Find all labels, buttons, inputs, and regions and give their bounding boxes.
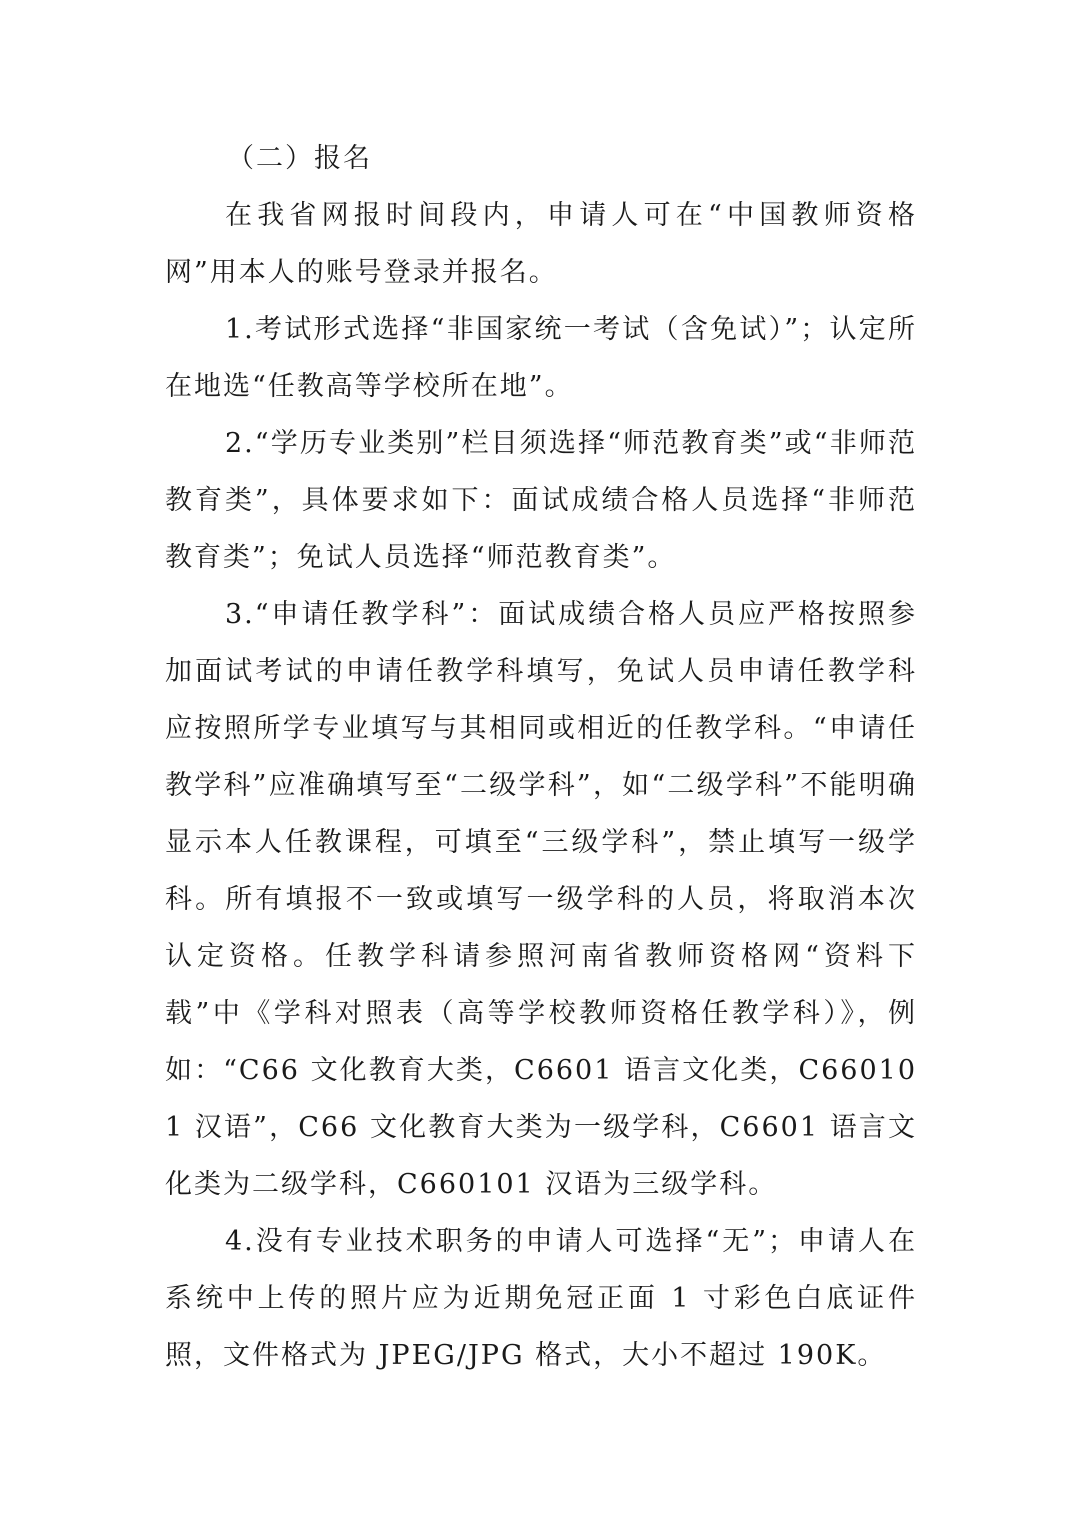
paragraph-item-3: 3.“申请任教学科”：面试成绩合格人员应严格按照参加面试考试的申请任教学科填写，免试人员申请任教学科应按照所学专业填写与其相同或相近的任教学科。“申请任教学科”应准确填写至“二级学科”，如“二级学科”不能明确显示本人任教课程，可填至“三级学科”，禁止填写一级学科。所有填报不一致或填写一级学科的人员，将取消本次认定资格。任教学科请参照河南省教师资格网“资料下载”中《学科对照表（高等学校教师资格任教学科）》，例如：“C66 文化教育大类，C6601 语言文化类，C660101 汉语”，C66 文化教育大类为一级学科，C6601 语言文化类为二级学科，C660101 汉语为三级学科。 <box>165 599 917 1200</box>
paragraph-item-2: 2.“学历专业类别”栏目须选择“师范教育类”或“非师范教育类”，具体要求如下：面试成绩合格人员选择“非师范教育类”；免试人员选择“师范教育类”。 <box>165 428 917 573</box>
section-heading: （二）报名 <box>227 143 372 174</box>
document-page <box>165 130 917 1384</box>
paragraph-item-1: 1.考试形式选择“非国家统一考试（含免试）”；认定所在地选“任教高等学校所在地”。 <box>165 314 917 402</box>
paragraph-item-4: 4.没有专业技术职务的申请人可选择“无”；申请人在系统中上传的照片应为近期免冠正面 1 寸彩色白底证件照，文件格式为 JPEG/JPG 格式，大小不超过 190K。 <box>165 1226 917 1371</box>
paragraph-intro: 在我省网报时间段内，申请人可在“中国教师资格网”用本人的账号登录并报名。 <box>165 200 917 288</box>
